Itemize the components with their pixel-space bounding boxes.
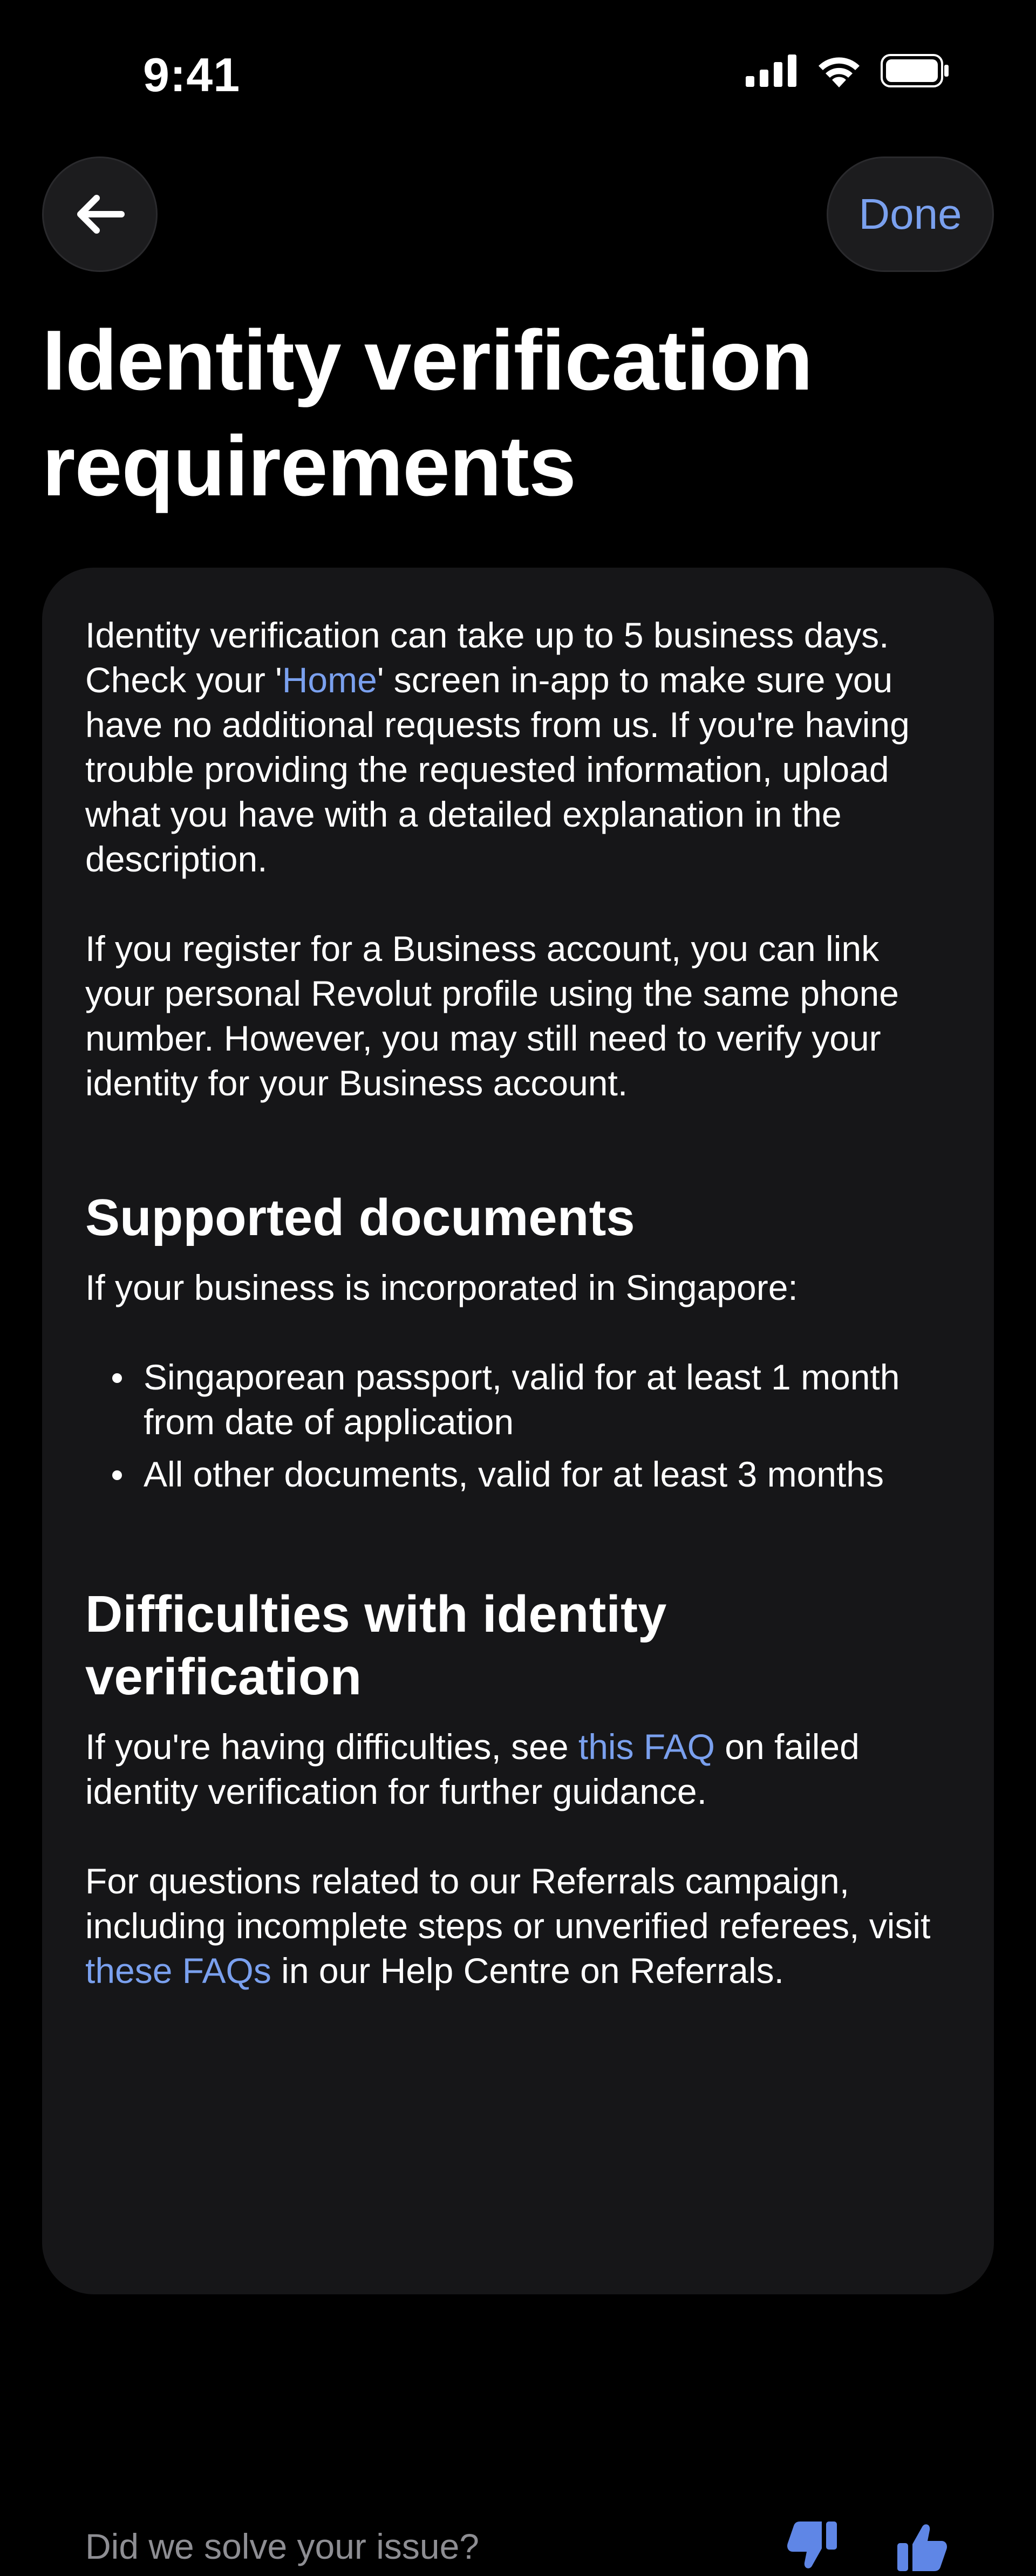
referrals-text-start: For questions related to our Referrals campaign, including incomplete steps or unverified referees, visit (85, 1861, 931, 1946)
status-bar (0, 0, 1036, 151)
supported-documents-intro: If your business is incorporated in Singapore: (85, 1267, 798, 1307)
difficulties-text-start: If you're having difficulties, see (85, 1727, 578, 1767)
referrals-paragraph (85, 1859, 951, 1993)
home-link[interactable]: Home (282, 660, 377, 700)
difficulties-text-end: on failed identity verification for further guidance. (85, 1727, 860, 1811)
feedback-question: Did we solve your issue? (85, 2526, 479, 2566)
cellular-signal-icon (746, 54, 798, 87)
referrals-text-end: in our Help Centre on Referrals. (271, 1951, 784, 1991)
article-card (42, 568, 994, 2566)
difficulties-paragraph (85, 1725, 951, 1814)
done-button[interactable]: Done (827, 156, 994, 272)
feedback-row (85, 2517, 951, 2576)
battery-icon (881, 54, 950, 87)
status-icons (746, 54, 950, 87)
intro-text-start: Identity verification can take up to 5 business days. Check your ' (85, 615, 889, 700)
arrow-left-icon (75, 194, 125, 235)
page-title-line2: requirements (42, 419, 576, 514)
thumbs-up-button[interactable] (891, 2517, 951, 2576)
intro-paragraph (85, 613, 951, 882)
list-item: All other documents, valid for at least 3 months (144, 1452, 951, 1497)
these-faqs-link[interactable]: these FAQs (85, 1951, 271, 1991)
wifi-icon (816, 54, 862, 87)
back-button[interactable] (42, 156, 158, 272)
page-title-line1: Identity verification (42, 313, 813, 408)
supported-documents-heading: Supported documents (85, 1189, 635, 1246)
page-title (42, 308, 959, 519)
intro-text-end: ' screen in-app to make sure you have no additional requests from us. If you're having trouble providing the requested information, upload what you have with a detailed explanation in the description. (85, 660, 910, 879)
thumbs-up-icon (894, 2519, 948, 2573)
business-note-paragraph: If you register for a Business account, you can link your personal Revolut profile using the same phone number. However, you may still need to verify your identity for your Business account. (85, 929, 899, 1103)
supported-documents-list (85, 1355, 951, 1497)
list-item: Singaporean passport, valid for at least 1 month from date of application (144, 1355, 951, 1444)
thumbs-down-button[interactable] (783, 2517, 843, 2576)
difficulties-heading: Difficulties with identity verification (85, 1585, 667, 1706)
thumbs-down-icon (786, 2519, 840, 2573)
this-faq-link[interactable]: this FAQ (578, 1727, 715, 1767)
status-time: 9:41 (143, 48, 241, 101)
